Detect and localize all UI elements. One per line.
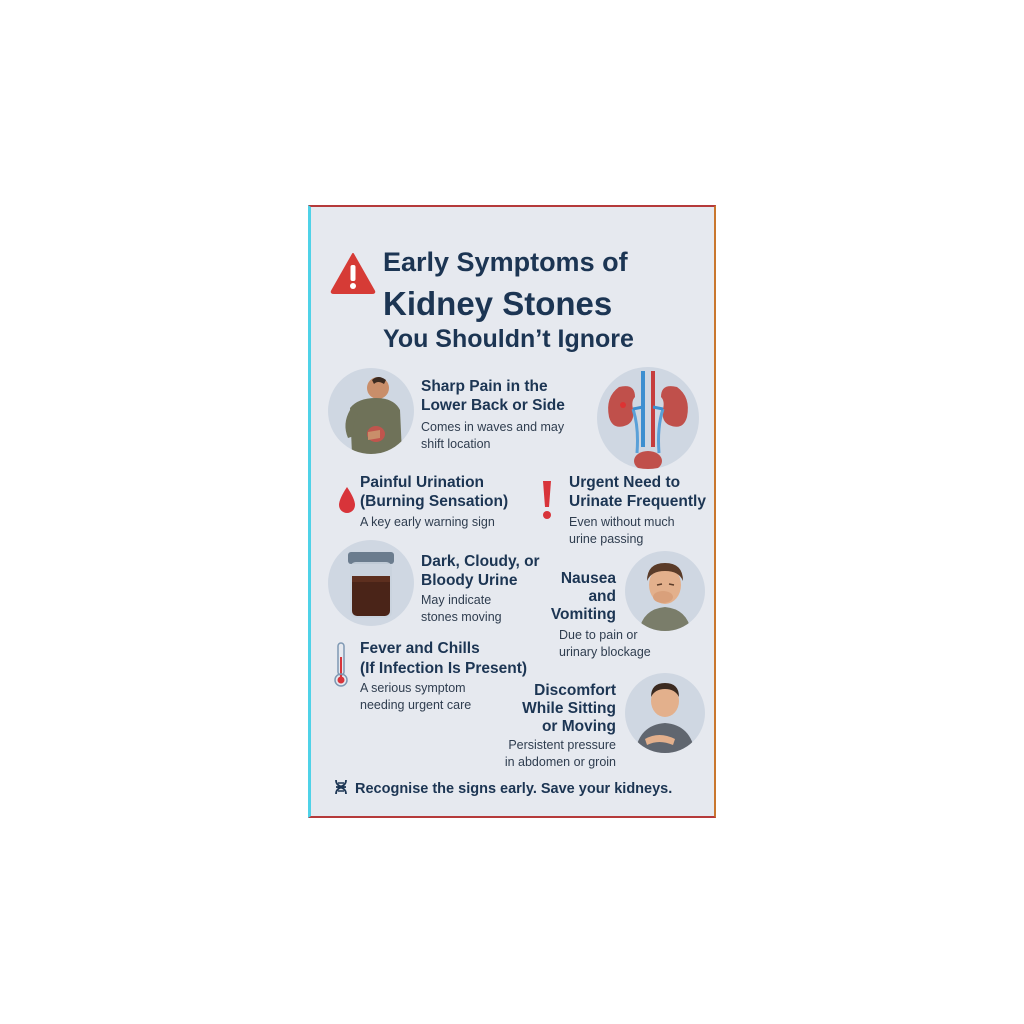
symptom-heading-line: (Burning Sensation) bbox=[360, 493, 509, 510]
thermometer-icon bbox=[333, 641, 349, 689]
symptom-description-line: shift location bbox=[421, 437, 491, 451]
symptom-description-line: Even without much bbox=[569, 515, 675, 529]
blood-drop-icon bbox=[337, 486, 357, 514]
symptom-description-line: A serious symptom bbox=[360, 681, 466, 695]
symptom-heading-line: and bbox=[588, 588, 616, 605]
symptom-heading-line: (If Infection Is Present) bbox=[360, 660, 528, 677]
exclamation-icon bbox=[540, 479, 554, 521]
symptom-description-line: Persistent pressure bbox=[508, 738, 616, 752]
symptom-heading-line: Discomfort bbox=[534, 682, 616, 699]
symptom-description-line: Comes in waves and may bbox=[421, 420, 565, 434]
symptom-heading-line: Dark, Cloudy, or bbox=[421, 553, 540, 570]
infographic-poster bbox=[308, 205, 716, 818]
warning-icon bbox=[329, 251, 377, 295]
symptom-heading-line: or Moving bbox=[541, 718, 616, 735]
title-line-3: You Shouldn’t Ignore bbox=[383, 325, 634, 353]
symptom-description-line: stones moving bbox=[421, 610, 502, 624]
dna-icon bbox=[333, 779, 349, 795]
symptom-description-line: A key early warning sign bbox=[360, 515, 495, 529]
symptom-heading-line: Fever and Chills bbox=[360, 640, 480, 657]
symptom-heading-line: Vomiting bbox=[550, 606, 616, 623]
footer-text: Recognise the signs early. Save your kidneys. bbox=[355, 781, 673, 797]
symptom-heading-line: Painful Urination bbox=[360, 474, 484, 491]
symptom-description-line: May indicate bbox=[421, 593, 492, 607]
symptom-heading-line: Sharp Pain in the bbox=[421, 378, 548, 395]
kidney-illustration bbox=[597, 367, 699, 469]
symptom-heading-line: While Sitting bbox=[522, 700, 616, 717]
symptom-heading-line: Urinate Frequently bbox=[569, 493, 706, 510]
person-discomfort-illustration bbox=[625, 673, 705, 753]
symptom-description-line: in abdomen or groin bbox=[504, 755, 616, 769]
symptom-heading-line: Lower Back or Side bbox=[421, 397, 565, 414]
title-line-2: Kidney Stones bbox=[383, 285, 613, 322]
symptom-heading-line: Nausea bbox=[560, 570, 616, 587]
symptom-heading-line: Urgent Need to bbox=[569, 474, 681, 491]
back-pain-illustration bbox=[328, 368, 414, 454]
title-line-1: Early Symptoms of bbox=[383, 247, 628, 277]
symptom-description-line: Due to pain or bbox=[559, 628, 638, 642]
symptom-heading-line: Bloody Urine bbox=[421, 572, 518, 589]
symptom-description-line: urinary blockage bbox=[559, 645, 651, 659]
urine-jar-illustration bbox=[328, 540, 414, 626]
nauseous-person-illustration bbox=[625, 551, 705, 631]
symptom-description-line: urine passing bbox=[569, 532, 644, 546]
footer-tagline bbox=[333, 779, 672, 797]
symptom-description-line: needing urgent care bbox=[360, 698, 472, 712]
